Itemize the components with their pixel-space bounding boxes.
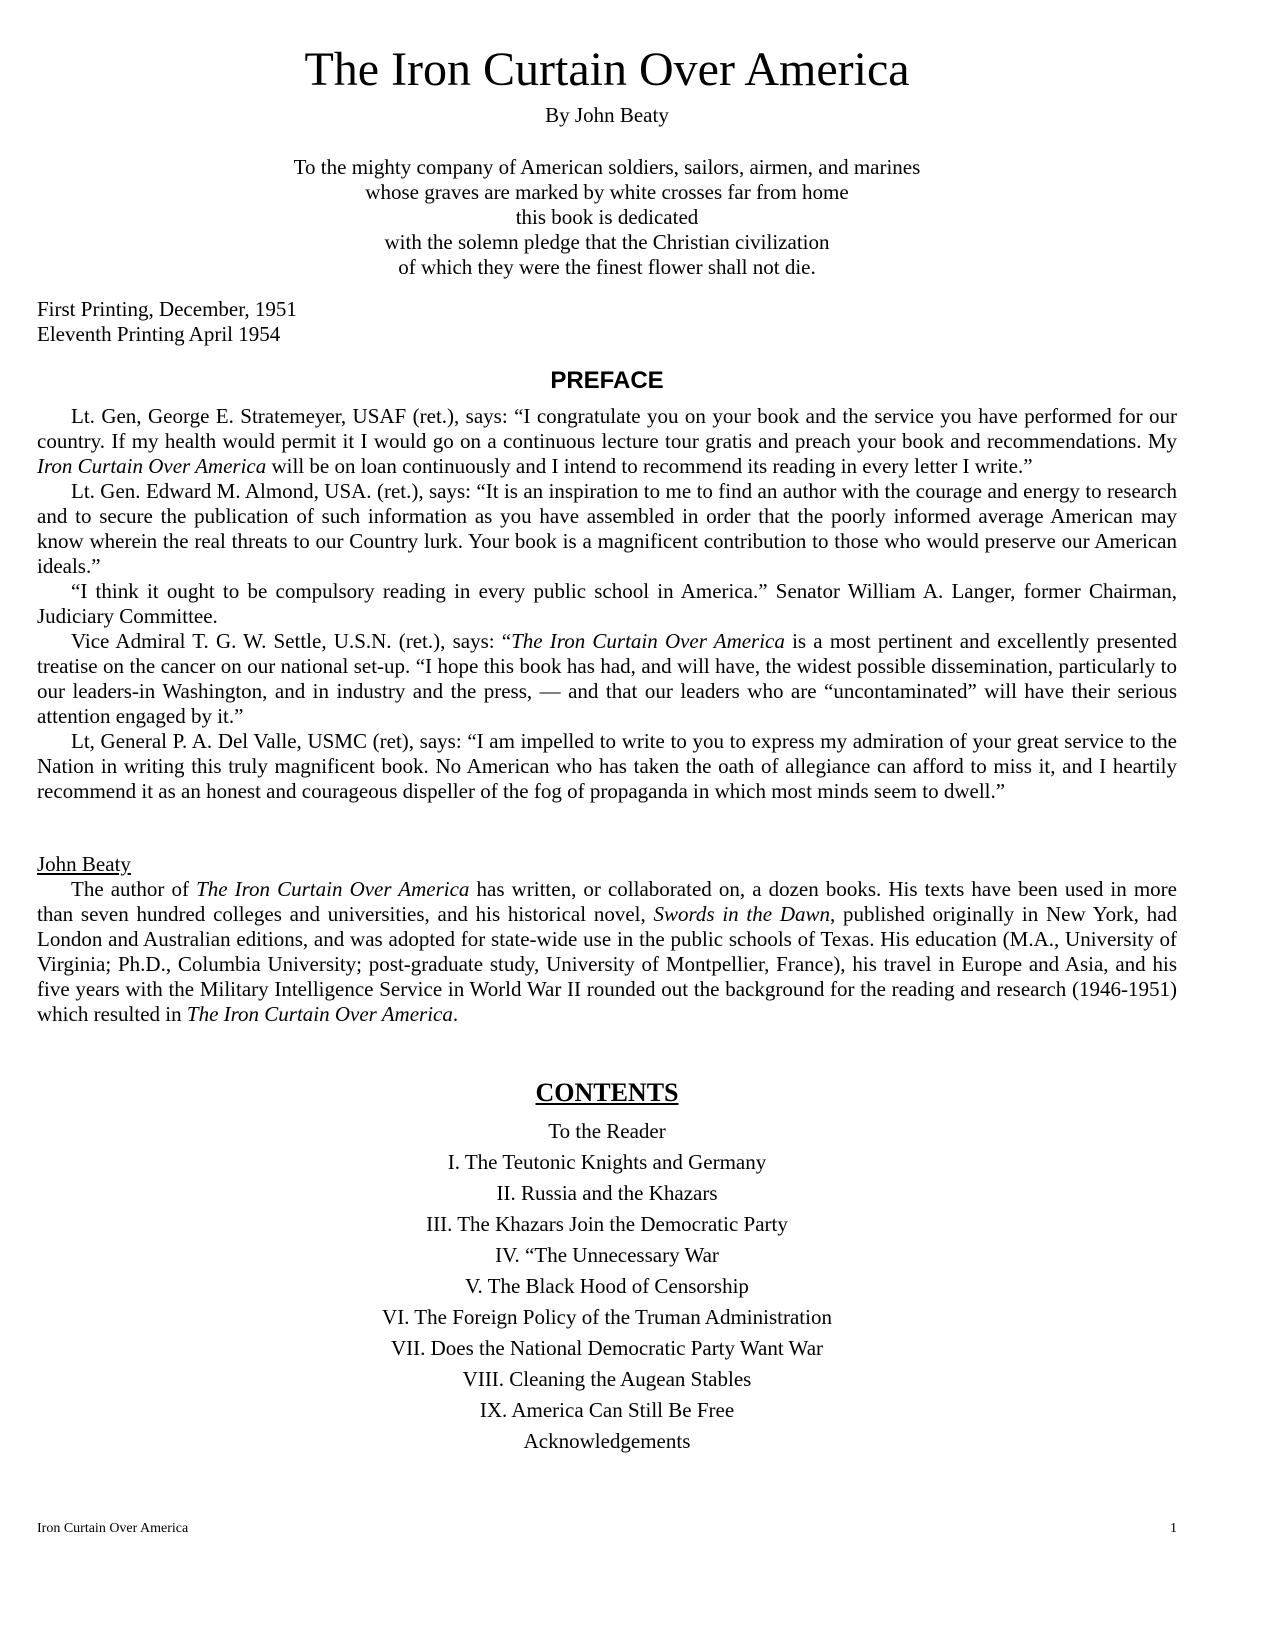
preface-body (37, 404, 1177, 804)
contents-item: To the Reader (548, 1119, 666, 1143)
contents-item: VII. Does the National Democratic Party Want War (390, 1336, 824, 1360)
printing-info (37, 297, 297, 347)
page-number: 1 (1170, 1521, 1177, 1536)
book-title: The Iron Curtain Over America (304, 43, 910, 96)
preface-paragraph: Lt. Gen. Edward M. Almond, USA. (ret.), says: “It is an inspiration to me to find an author with the courage and energy to research and to secure the publication of such information as you have assembled in order that the poorly informed average American may know wherein the real threats to our Country lurk. Your book is a magnificent contribution to those who would preserve our American ideals.” (37, 479, 1177, 578)
preface-paragraph: Lt, General P. A. Del Valle, USMC (ret), says: “I am impelled to write to you to express my admiration of your great service to the Nation in writing this truly magnificent book. No American who has taken the oath of allegiance can afford to miss it, and I heartily recommend it as an honest and courageous dispeller of the fog of propaganda in which most minds seem to dwell.” (37, 729, 1177, 803)
footer-title: Iron Curtain Over America (37, 1521, 189, 1536)
preface-paragraph: “I think it ought to be compulsory reading in every public school in America.” Senator William A. Langer, former Chairman, Judiciary Committee. (37, 579, 1177, 628)
dedication-line: of which they were the finest flower shall not die. (398, 255, 816, 279)
contents-item: V. The Black Hood of Censorship (465, 1274, 749, 1298)
contents-heading: CONTENTS (535, 1078, 679, 1107)
first-printing: First Printing, December, 1951 (37, 297, 297, 321)
dedication-line: whose graves are marked by white crosses far from home (365, 180, 849, 204)
author-bio (37, 877, 1177, 1027)
preface-paragraph: Lt. Gen, George E. Stratemeyer, USAF (ret.), says: “I congratulate you on your book and the service you have performed for our country. If my health would permit it I would go on a continuous lecture tour gratis and preach your book and recommendations. My Iron Curtain Over America will be on loan continuously and I intend to recommend its reading in every letter I write.” (37, 404, 1177, 478)
preface-paragraph: Vice Admiral T. G. W. Settle, U.S.N. (ret.), says: “The Iron Curtain Over America is a most pertinent and excellently presented treatise on the cancer on our national set-up. “I hope this book has had, and will have, the widest possible dissemination, particularly to our leaders-in Washington, and in industry and the press, — and that our leaders who are “uncontaminated” will have their serious attention engaged by it.” (37, 629, 1177, 728)
contents-item: II. Russia and the Khazars (496, 1181, 718, 1205)
dedication-line: this book is dedicated (515, 205, 699, 229)
bio-heading: John Beaty (37, 852, 131, 876)
contents-list (37, 1116, 1177, 1457)
preface-heading: PREFACE (550, 367, 664, 394)
dedication-line: with the solemn pledge that the Christian civilization (384, 230, 830, 254)
contents-item: VIII. Cleaning the Augean Stables (462, 1367, 752, 1391)
contents-item: IX. America Can Still Be Free (479, 1398, 735, 1422)
document-page (37, 0, 1177, 1650)
bio-paragraph: The author of The Iron Curtain Over America has written, or collaborated on, a dozen books. His texts have been used in more than seven hundred colleges and universities, and his historical novel, Swords in the Dawn, published originally in New York, had London and Australian editions, and was adopted for state-wide use in the public schools of Texas. His education (M.A., University of Virginia; Ph.D., Columbia University; post-graduate study, University of Montpellier, France), his travel in Europe and Asia, and his five years with the Military Intelligence Service in World War II rounded out the background for the reading and research (1946-1951) which resulted in The Iron Curtain Over America. (37, 877, 1178, 1026)
dedication-line: To the mighty company of American soldiers, sailors, airmen, and marines (293, 155, 921, 179)
dedication (37, 155, 1177, 280)
contents-item: VI. The Foreign Policy of the Truman Administration (382, 1305, 832, 1329)
eleventh-printing: Eleventh Printing April 1954 (37, 322, 281, 346)
contents-item: Acknowledgements (523, 1429, 691, 1453)
contents-item: III. The Khazars Join the Democratic Party (426, 1212, 788, 1236)
contents-item: IV. “The Unnecessary War (495, 1243, 719, 1267)
contents-item: I. The Teutonic Knights and Germany (447, 1150, 767, 1174)
book-author: By John Beaty (545, 103, 669, 127)
